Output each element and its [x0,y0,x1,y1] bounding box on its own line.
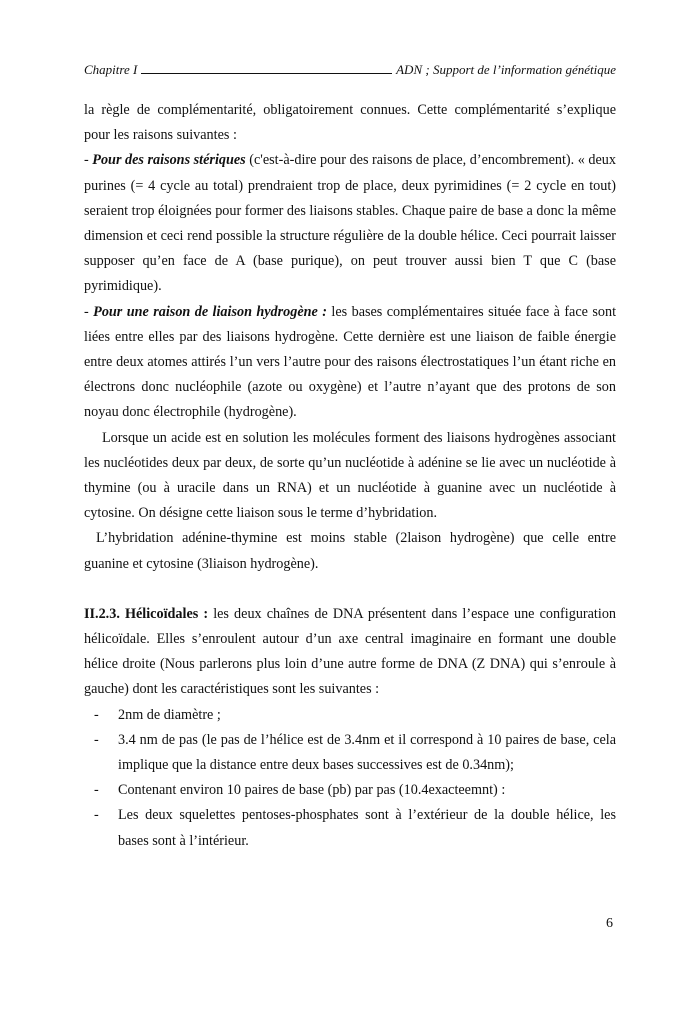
paragraph-hydrogen-bond: - Pour une raison de liaison hydrogène : les bases complémentaires située face à face sont liées entre elles par des liaisons hydrogène. Cette dernière est une liaison de faible énergie entre deux atomes attirés l’un vers l’autre pour des raisons électrostatiques l’un étant riche en électrons donc nucléophile (azote ou oxygène) et l’autre n’ayant que des protons de son noyau donc électrophile (hydrogène). [84,303,617,421]
dash-bullet-icon: - [94,807,99,824]
hydrogen-heading: Pour une raison de liaison hydrogène : [93,303,327,320]
section-heading-helicoidales: II.2.3. Hélicoïdales : [84,605,209,622]
steric-heading: Pour des raisons stériques [92,152,246,169]
characteristics-list [84,703,616,854]
document-title: ADN ; Support de l’information génétique [396,62,616,77]
dash-bullet-icon: - [94,706,99,723]
chapter-label: Chapitre I [84,62,138,77]
list-item: - Contenant environ 10 paires de base (pb) par pas (10.4exacteemnt) : [84,778,616,803]
list-item: - 2nm de diamètre ; [84,703,616,728]
paragraph-complementarity-intro: la règle de complémentarité, obligatoirement connues. Cette complémentarité s’explique pour les raisons suivantes : [84,102,616,144]
list-item: - 3.4 nm de pas (le pas de l’hélice est de 3.4nm et il correspond à 10 paires de base, cela implique que la distance entre deux bases successives est de 0.34nm); [84,728,616,778]
header-rule [141,73,392,74]
running-header [84,58,616,78]
list-item: - Les deux squelettes pentoses-phosphates sont à l’extérieur de la double hélice, les bases sont à l’intérieur. [84,803,616,853]
dash-bullet-icon: - [94,731,99,748]
dash-bullet-icon: - [94,782,99,799]
paragraph-steric-reasons: - Pour des raisons stériques (c'est-à-dire pour des raisons de place, d’encombrement). « deux purines (= 4 cycle au total) prendraient trop de place, deux pyrimidines (= 2 cycle en tout) seraient trop éloignées pour former des liaisons stables. Chaque paire de base a donc la même dimension et ceci rend possible la structure régulière de la double hélice. Ceci pourrait laisser supposer qu’en face de A (base purique), on peut trouver aussi bien T que C (base pyrimidique). [84,152,616,295]
page-body [84,98,616,854]
paragraph-stability: L’hybridation adénine-thymine est moins stable (2laison hydrogène) que celle entre guanine et cytosine (3liaison hydrogène). [84,530,616,572]
paragraph-helicoidales: II.2.3. Hélicoïdales : les deux chaînes de DNA présentent dans l’espace une configuration hélicoïdale. Elles s’enroulent autour d’un axe central imaginaire en formant une double hélice droite (Nous parlerons plus loin d’une autre forme de DNA (Z DNA) qui s’enroule à gauche) dont les caractéristiques sont les suivantes : [84,605,617,698]
paragraph-hybridation: Lorsque un acide est en solution les molécules forment des liaisons hydrogènes associant les nucléotides deux par deux, de sorte qu’un nucléotide à adénine se lie avec un nucléotide à thymine (ou à uracile dans un RNA) et un nucléotide à guanine avec un nucléotide à cytosine. On désigne cette liaison sous le terme d’hybridation. [84,429,616,522]
page-number: 6 [606,916,613,931]
section-spacer [84,577,616,602]
